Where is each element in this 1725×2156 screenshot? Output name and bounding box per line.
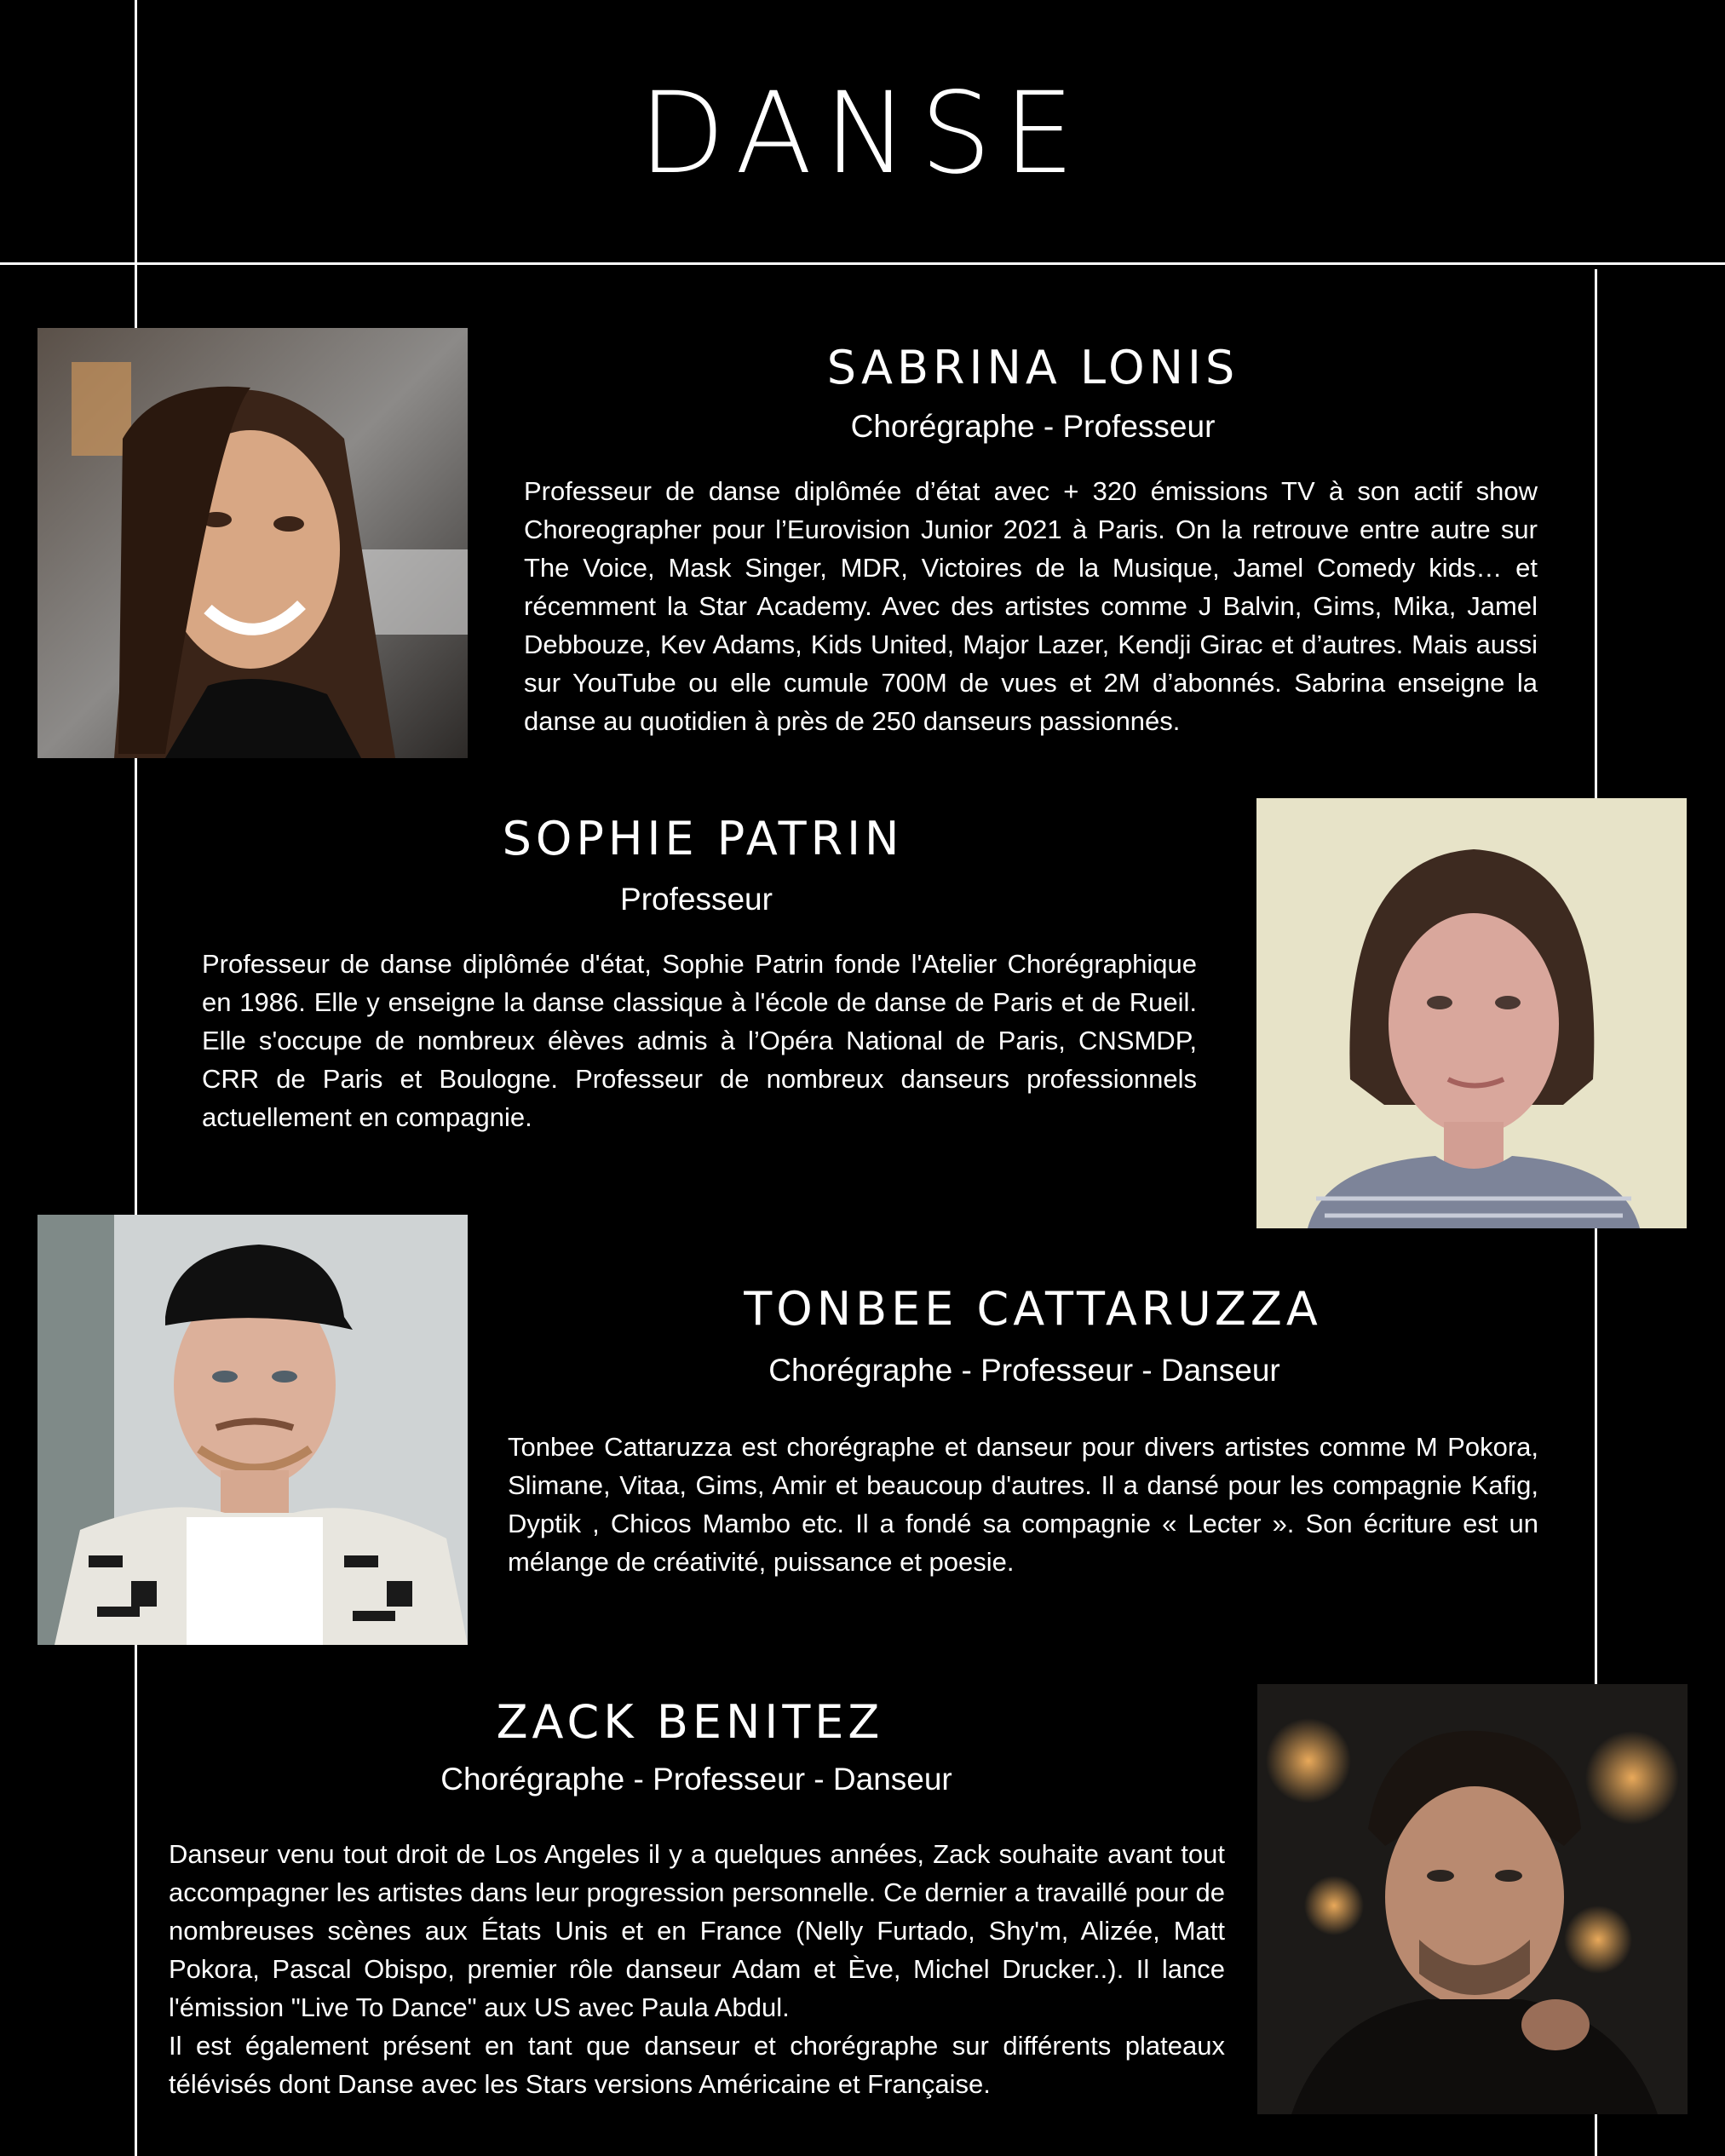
- bio-paragraph: Tonbee Cattaruzza est chorégraphe et danseur pour divers artistes comme M Pokora, Slimane, Vitaa, Gims, Amir et beaucoup d'autres. Il a dansé pour les compagnie Kafig, Dyptik , Chicos Mambo etc. Il a fondé sa compagnie « Lecter ». Son écriture est un mélange de créativité, puissance et poesie.: [508, 1432, 1538, 1577]
- profile-role: Chorégraphe - Professeur: [850, 409, 1216, 444]
- page-title: DANSE: [638, 68, 1087, 199]
- horizontal-line-header: [0, 262, 1725, 265]
- profile-name: SOPHIE PATRIN: [502, 812, 904, 865]
- profile-role: Professeur: [620, 882, 773, 917]
- bio-paragraph: Professeur de danse diplômée d'état, Sophie Patrin fonde l'Atelier Chorégraphique en 1986. Elle y enseigne la danse classique à l'école de danse de Paris et de Rueil. Elle s'occupe de nombreux élèves admis à l’Opéra National de Paris, CNSMDP, CRR de Paris et Boulogne. Professeur de nombreux danseurs professionnels actuellement en compagnie.: [202, 949, 1197, 1132]
- profile-bio: [524, 472, 1538, 740]
- profile-bio: [202, 945, 1197, 1136]
- profile-photo-sabrina: [37, 328, 468, 758]
- profile-name: SABRINA LONIS: [826, 341, 1239, 394]
- profile-photo-tonbee: [37, 1215, 468, 1645]
- profile-name: TONBEE CATTARUZZA: [744, 1282, 1322, 1336]
- profile-photo-zack: [1257, 1684, 1688, 2114]
- profile-role: Chorégraphe - Professeur - Danseur: [440, 1762, 952, 1797]
- bio-paragraph: Danseur venu tout droit de Los Angeles il y a quelques années, Zack souhaite avant tout accompagner les artistes dans leur progression personnelle. Ce dernier a travaillé pour de nombreuses scènes aux États Unis et en France (Nelly Furtado, Shy'm, Alizée, Matt Pokora, Pascal Obispo, premier rôle danseur Adam et Ève, Michel Drucker..). Il lance l'émission "Live To Dance" aux US avec Paula Abdul.: [169, 1839, 1225, 2022]
- bio-paragraph: Professeur de danse diplômée d’état avec + 320 émissions TV à son actif show Choreographer pour l’Eurovision Junior 2021 à Paris. On la retrouve entre autre sur The Voice, Mask Singer, MDR, Victoires de la Musique, Jamel Comedy kids… et récemment la Star Academy. Avec des artistes comme J Balvin, Gims, Mika, Jamel Debbouze, Kev Adams, Kids United, Major Lazer, Kendji Girac et d’autres. Mais aussi sur YouTube ou elle cumule 700M de vues et 2M d’abonnés. Sabrina enseigne la danse au quotidien à près de 250 danseurs passionnés.: [524, 476, 1538, 736]
- profile-photo-sophie: [1256, 798, 1687, 1228]
- profile-bio: [169, 1835, 1225, 2103]
- profile-bio: [508, 1428, 1538, 1581]
- profile-name: ZACK BENITEZ: [496, 1695, 884, 1749]
- vertical-line-left: [135, 0, 137, 2156]
- profile-role: Chorégraphe - Professeur - Danseur: [768, 1353, 1280, 1388]
- bio-paragraph: Il est également présent en tant que danseur et chorégraphe sur différents plateaux télévisés dont Danse avec les Stars versions Américaine et Française.: [169, 2031, 1225, 2099]
